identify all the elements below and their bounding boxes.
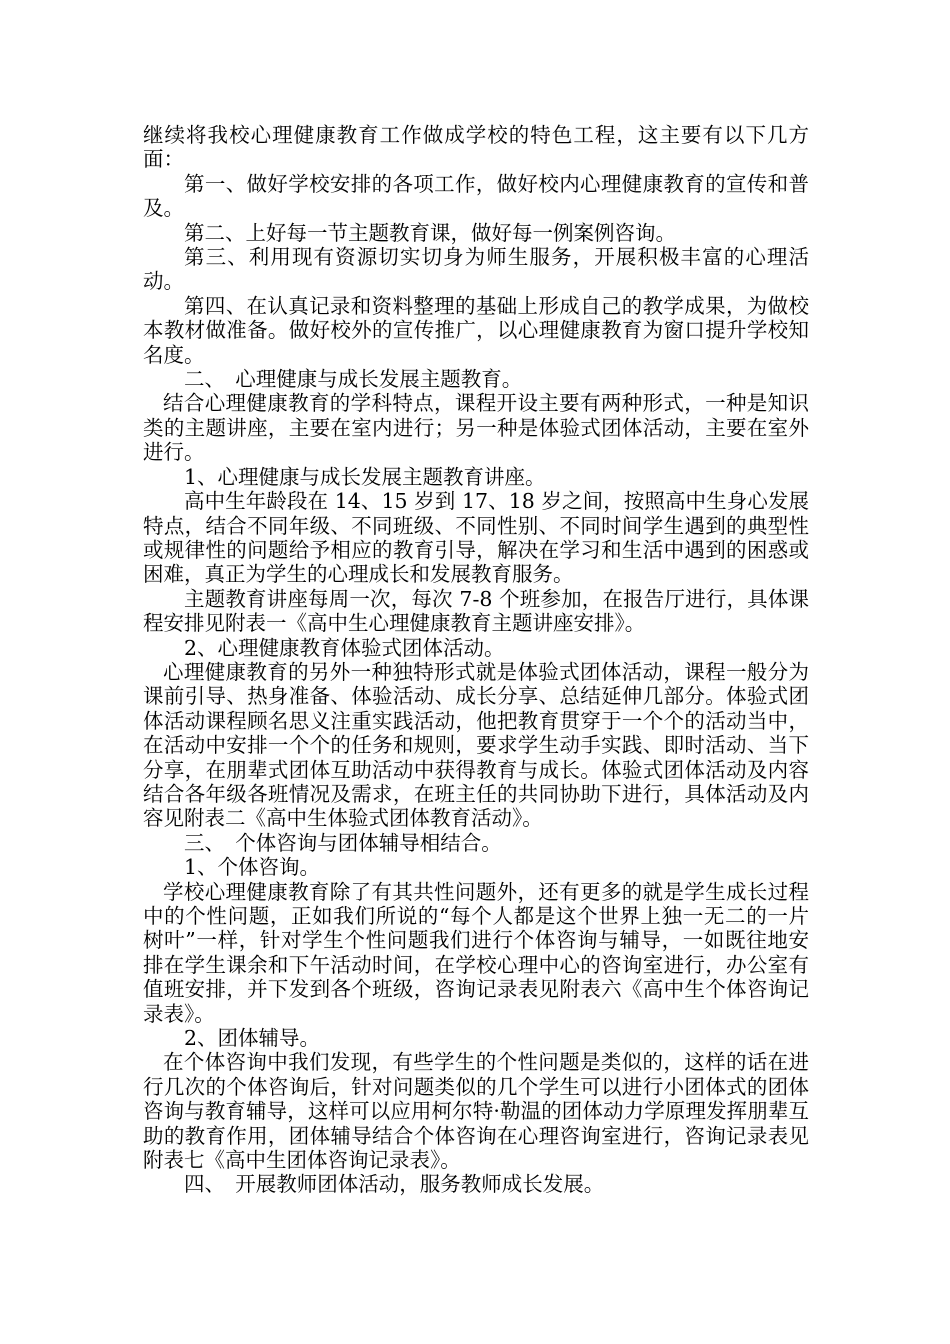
paragraph-point-four: 第四、在认真记录和资料整理的基础上形成自己的教学成果，为做校本教材做准备。做好校外的宣传推广，以心理健康教育为窗口提升学校知名度。 bbox=[143, 293, 809, 367]
section-heading-two: 二、 心理健康与成长发展主题教育。 bbox=[184, 367, 523, 392]
paragraph-course-forms: 结合心理健康教育的学科特点，课程开设主要有两种形式，一种是知识类的主题讲座，主要在室内进行；另一种是体验式团体活动，主要在室外进行。 bbox=[143, 391, 809, 465]
subheading-lecture: 1、心理健康与成长发展主题教育讲座。 bbox=[184, 464, 546, 489]
subheading-individual: 1、个体咨询。 bbox=[184, 855, 321, 880]
paragraph-lecture-schedule: 主题教育讲座每周一次，每次 7-8 个班参加，在报告厅进行，具体课程安排见附表一《高中生心理健康教育主题讲座安排》。 bbox=[143, 586, 809, 636]
section-heading-three: 三、 个体咨询与团体辅导相结合。 bbox=[184, 830, 502, 855]
paragraph-individual-counseling: 学校心理健康教育除了有其共性问题外，还有更多的就是学生成长过程中的个性问题，正如我们所说的“每个人都是这个世界上独一无二的一片树叶”一样，针对学生个性问题我们进行个体咨询与辅导，一如既往地安排在学生课余和下午活动时间，在学校心理中心的咨询室进行，办公室有值班安排，并下发到各个班级，咨询记录表见附表六《高中生个体咨询记录表》。 bbox=[143, 879, 809, 1026]
paragraph-experiential-activity: 心理健康教育的另外一种独特形式就是体验式团体活动，课程一般分为课前引导、热身准备、体验活动、成长分享、总结延伸几部分。体验式团体活动课程顾名思义注重实践活动，他把教育贯穿于一个个的活动当中，在活动中安排一个个的任务和规则，要求学生动手实践、即时活动、当下分享，在朋辈式团体互助活动中获得教育与成长。体验式团体活动及内容结合各年级各班情况及需求，在班主任的共同协助下进行，具体活动及内容见附表二《高中生体验式团体教育活动》。 bbox=[143, 659, 809, 831]
paragraph-point-three: 第三、利用现有资源切实切身为师生服务，开展积极丰富的心理活动。 bbox=[143, 245, 809, 294]
paragraph-age-range: 高中生年龄段在 14、15 岁到 17、18 岁之间，按照高中生身心发展特点，结合不同年级、不同班级、不同性别、不同时间学生遇到的典型性或规律性的问题给予相应的教育引导，解决在学习和生活中遇到的困惑或困难，真正为学生的心理成长和发展教育服务。 bbox=[143, 489, 809, 587]
subheading-group: 2、团体辅导。 bbox=[184, 1026, 321, 1051]
paragraph-group-counseling: 在个体咨询中我们发现，有些学生的个性问题是类似的，这样的话在进行几次的个体咨询后，针对问题类似的几个学生可以进行小团体式的团体咨询与教育辅导，这样可以应用柯尔特·勒温的团体动力学原理发挥朋辈互助的教育作用，团体辅导结合个体咨询在心理咨询室进行，咨询记录表见附表七《高中生团体咨询记录表》。 bbox=[143, 1050, 809, 1173]
paragraph-point-one: 第一、做好学校安排的各项工作，做好校内心理健康教育的宣传和普及。 bbox=[143, 171, 809, 221]
paragraph-point-two: 第二、上好每一节主题教育课，做好每一例案例咨询。 bbox=[184, 220, 676, 245]
document-body bbox=[143, 123, 809, 1197]
subheading-experiential: 2、心理健康教育体验式团体活动。 bbox=[184, 635, 505, 660]
section-heading-four: 四、 开展教师团体活动，服务教师成长发展。 bbox=[184, 1172, 605, 1197]
paragraph-intro-continued: 继续将我校心理健康教育工作做成学校的特色工程，这主要有以下几方面： bbox=[143, 123, 809, 172]
